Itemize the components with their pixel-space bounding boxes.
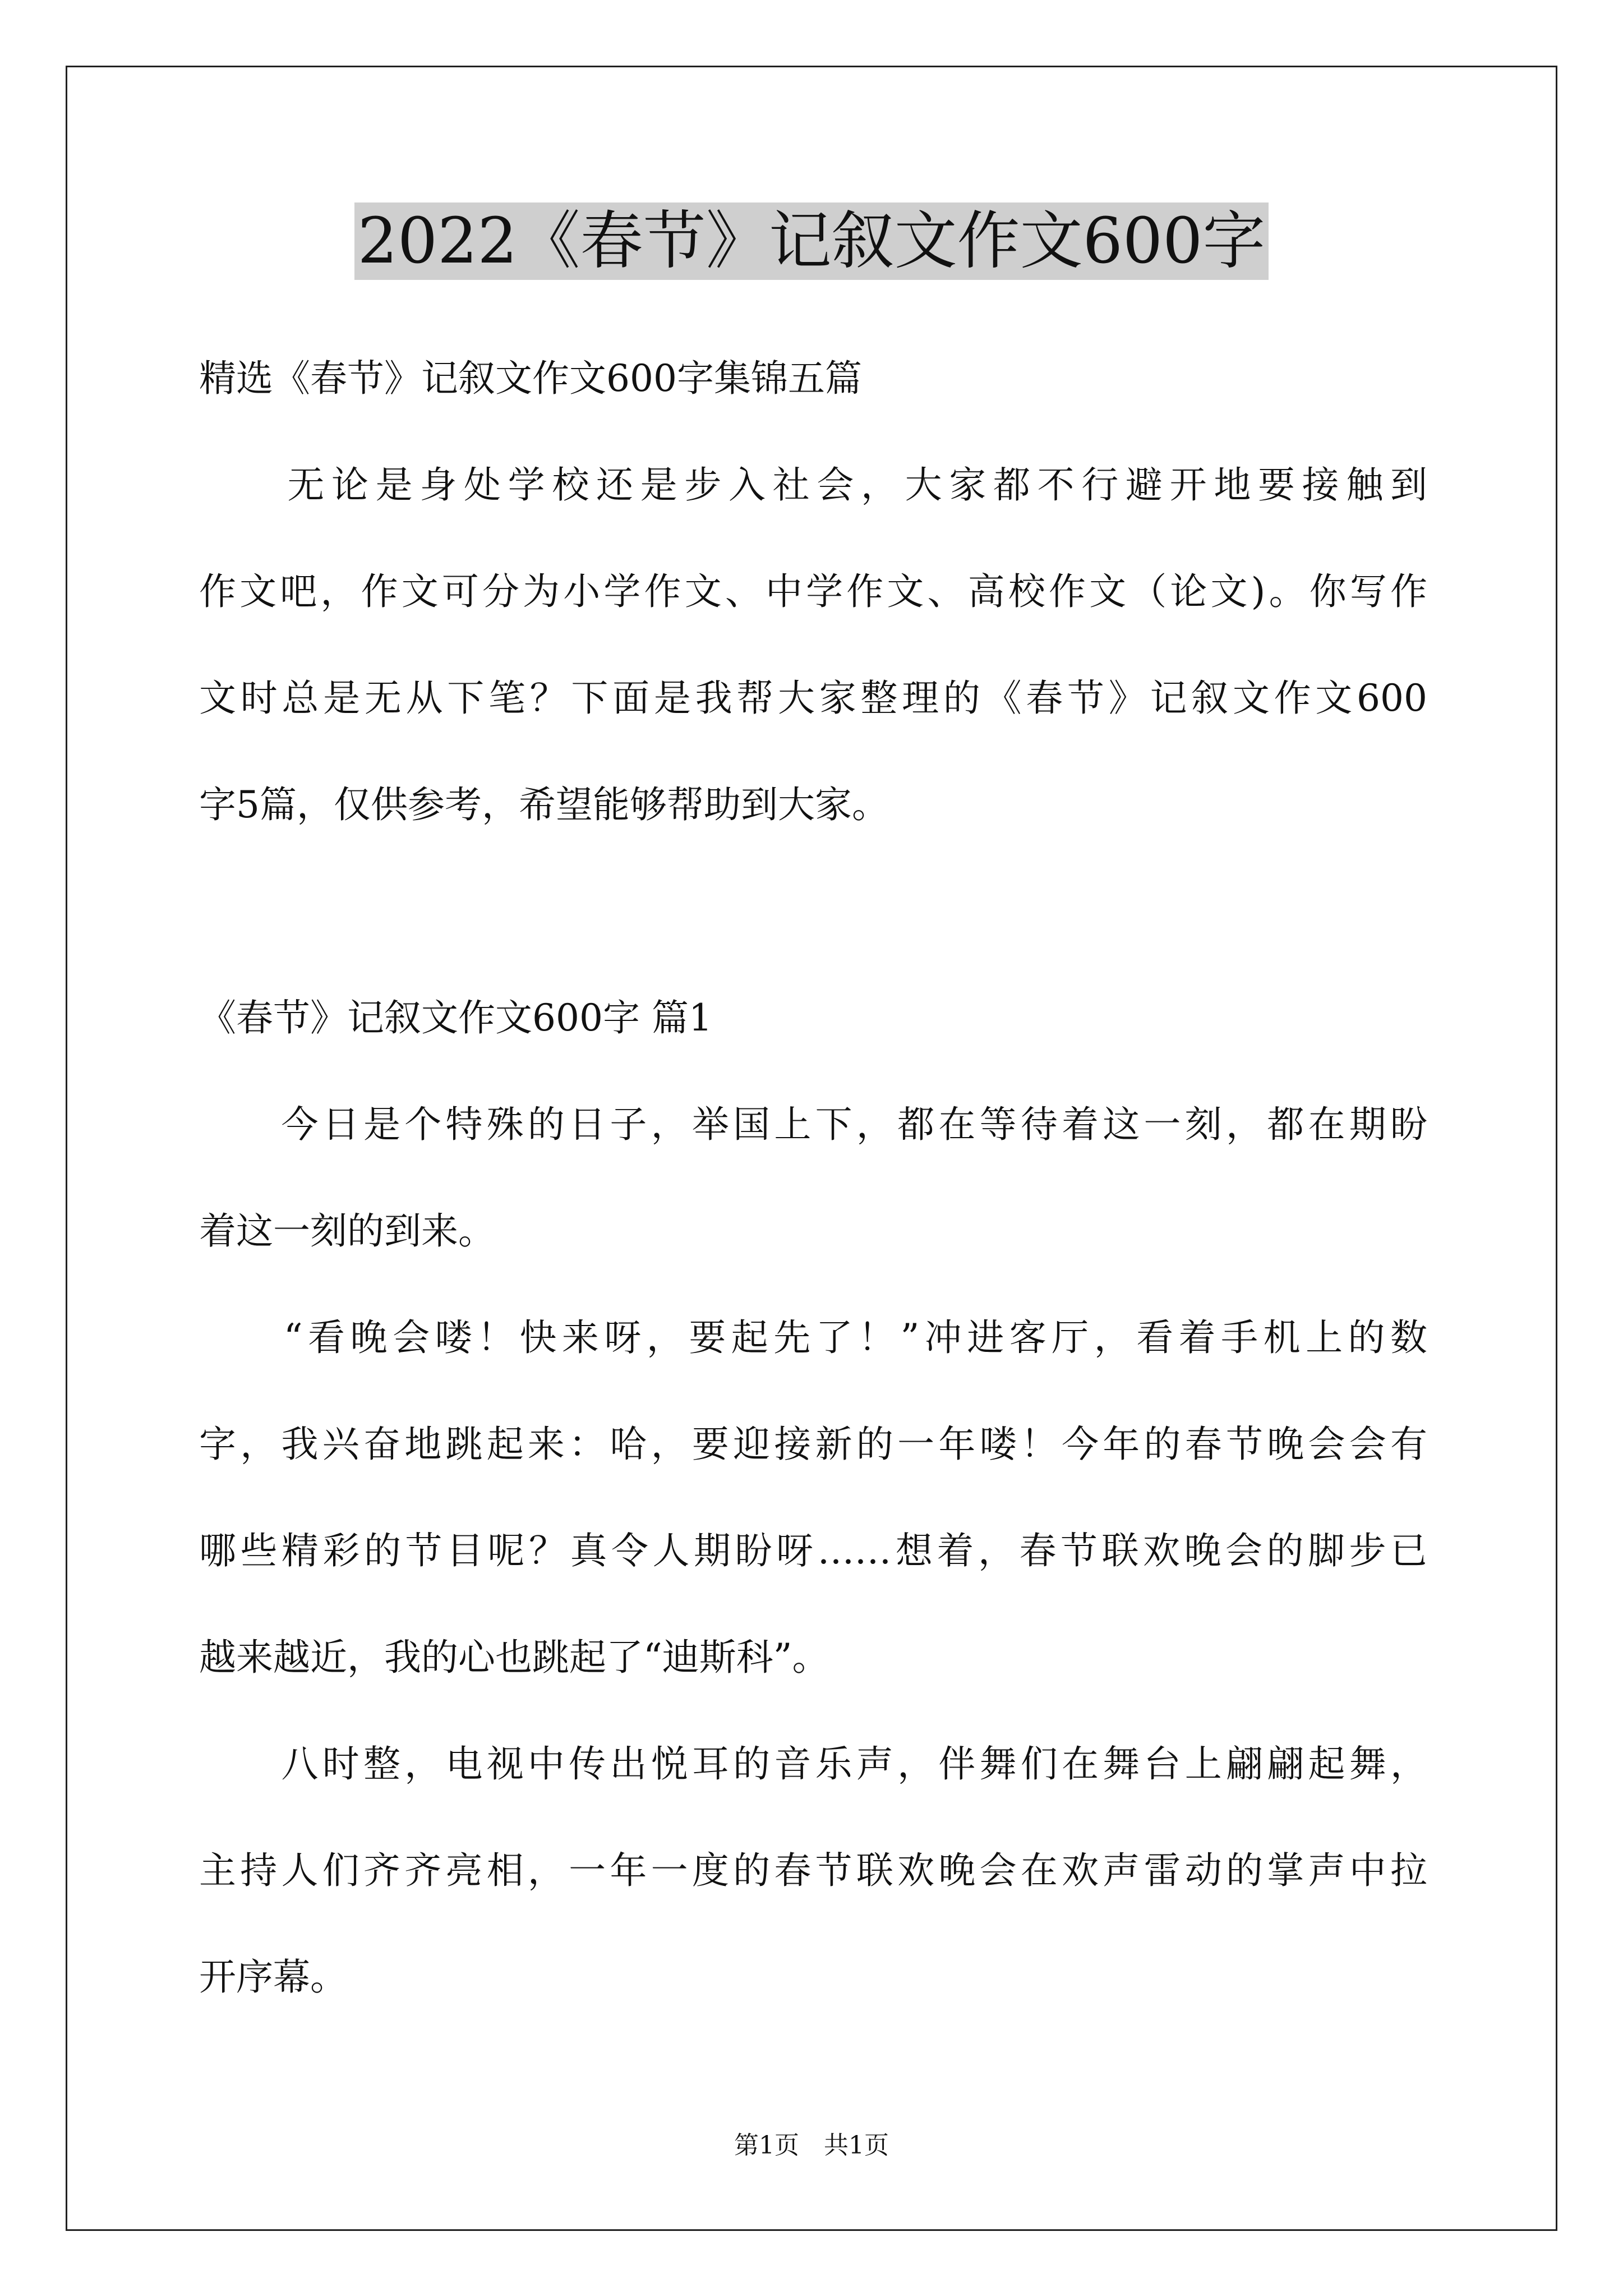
- intro-line-1: 无论是身处学校还是步入社会，大家都不行避开地要接触到: [199, 463, 1427, 507]
- page-footer: 第1页 共1页: [734, 2131, 889, 2160]
- body-line-5: 哪些精彩的节目呢？真令人期盼呀……想着，春节联欢晚会的脚步已: [199, 1529, 1427, 1572]
- section-heading: 《春节》记叙文作文600字 篇1: [199, 996, 712, 1039]
- body-line-4: 字，我兴奋地跳起来：哈，要迎接新的一年喽！今年的春节晚会会有: [199, 1423, 1427, 1466]
- body-line-8: 主持人们齐齐亮相，一年一度的春节联欢晚会在欢声雷动的掌声中拉: [199, 1849, 1427, 1892]
- intro-line-4: 字5篇，仅供参考，希望能够帮助到大家。: [199, 783, 889, 826]
- body-line-7: 八时整，电视中传出悦耳的音乐声，伴舞们在舞台上翩翩起舞，: [199, 1742, 1427, 1786]
- body-line-3: “看晚会喽！快来呀，要起先了！”冲进客厅，看着手机上的数: [199, 1316, 1427, 1359]
- document-title: [0, 199, 1623, 283]
- body-line-2: 着这一刻的到来。: [199, 1209, 495, 1253]
- document-title-text: 2022《春节》记叙文作文600字: [354, 203, 1269, 280]
- intro-line-3: 文时总是无从下笔？下面是我帮大家整理的《春节》记叙文作文600: [199, 677, 1427, 720]
- body-line-6: 越来越近，我的心也跳起了“迪斯科”。: [199, 1636, 829, 1679]
- body-line-1: 今日是个特殊的日子，举国上下，都在等待着这一刻，都在期盼: [199, 1103, 1427, 1146]
- intro-line-2: 作文吧，作文可分为小学作文、中学作文、高校作文（论文)。你写作: [199, 570, 1427, 613]
- body-line-9: 开序幕。: [199, 1955, 347, 1999]
- subtitle: 精选《春节》记叙文作文600字集锦五篇: [199, 357, 862, 400]
